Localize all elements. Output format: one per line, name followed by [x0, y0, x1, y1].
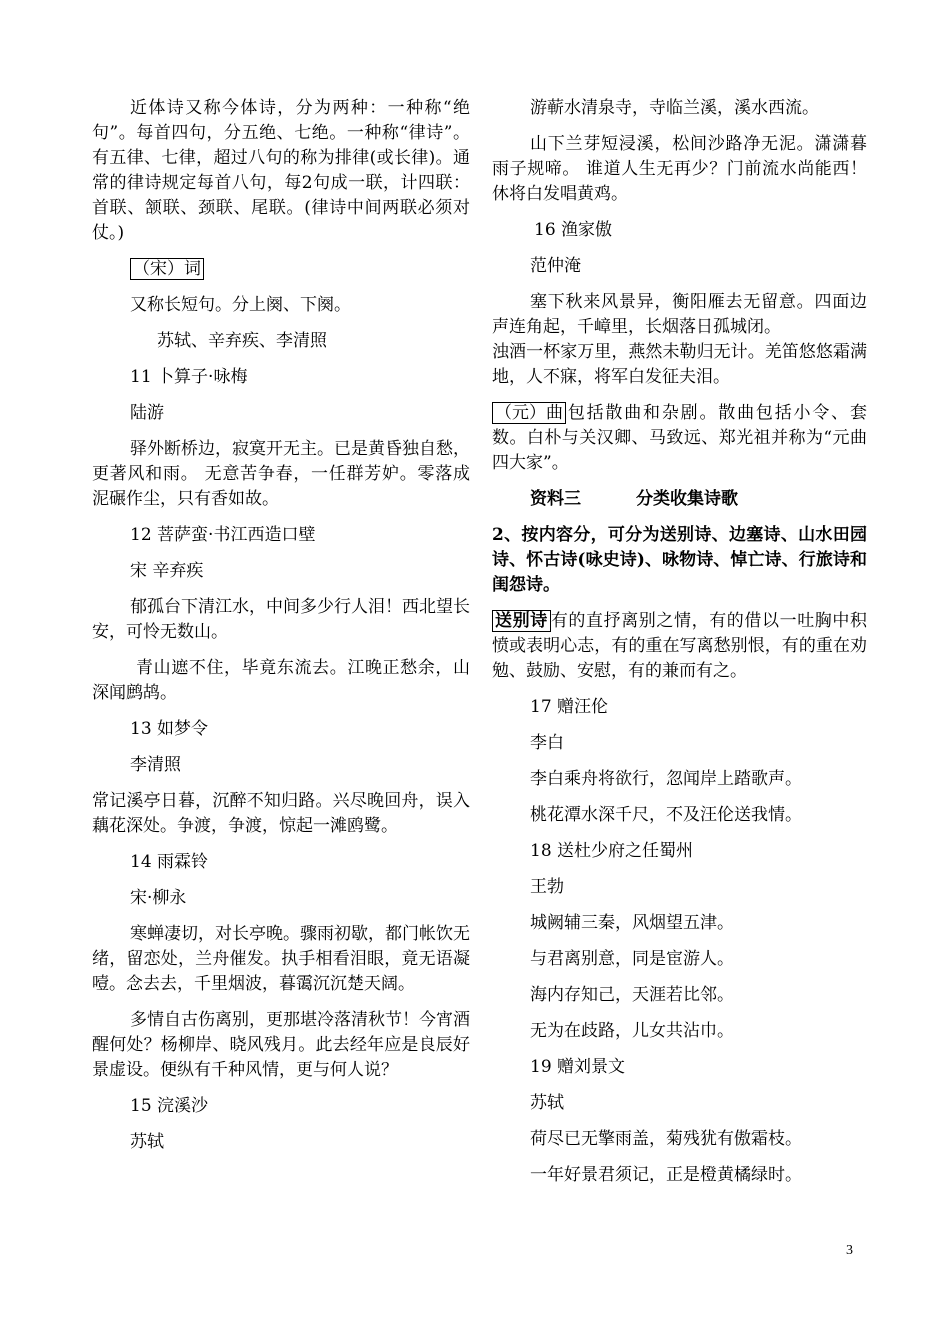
- farewell-box: 送别诗: [492, 610, 551, 632]
- poem-18-title: 18 送杜少府之任蜀州: [530, 841, 694, 861]
- poem-14-text-2: 多情自古伤离别，更那堪冷落清秋节！今宵酒醒何处？杨柳岸、晓风残月。此去经年应是良辰好景虚设。便纵有千种风情，更与何人说？: [92, 1010, 470, 1080]
- poem-13-author: 李清照: [130, 755, 181, 775]
- poem-16-text-2: 浊酒一杯家万里，燕然未勒归无计。羌笛悠悠霜满地，人不寐，将军白发征夫泪。: [492, 342, 867, 387]
- poem-16-author: 范仲淹: [530, 256, 581, 276]
- poem-12-text-2: 青山遮不住，毕竟东流去。江晚正愁余，山深闻鹧鸪。: [92, 658, 470, 703]
- poem-18-line-3: 海内存知己，天涯若比邻。: [530, 985, 734, 1005]
- poem-18-author: 王勃: [530, 877, 564, 897]
- poem-12-title: 12 菩萨蛮·书江西造口壁: [130, 525, 316, 545]
- left-column: [92, 96, 470, 1166]
- yuan-qu-box: （元）曲: [492, 402, 566, 424]
- farewell-paragraph: [492, 609, 867, 684]
- section-3-heading: [492, 487, 867, 512]
- poem-15-text: 山下兰芽短浸溪，松间沙路净无泥。潇潇暮雨子规啼。 谁道人生无再少？门前流水尚能西！休将白发唱黄鸡。: [492, 134, 867, 204]
- poem-18-line-1: 城阙辅三秦，风烟望五津。: [530, 913, 734, 933]
- poem-12-text-1: 郁孤台下清江水，中间多少行人泪！西北望长安，可怜无数山。: [92, 597, 470, 642]
- yuan-qu-description: 包括散曲和杂剧。散曲包括小令、套数。白朴与关汉卿、马致远、郑光祖并称为“元曲四大家”。: [492, 403, 867, 473]
- poem-16-title: 16 渔家傲: [534, 220, 613, 240]
- poem-19-title: 19 赠刘景文: [530, 1057, 626, 1077]
- song-ci-heading: [92, 257, 470, 282]
- poem-18-line-4: 无为在歧路，儿女共沾巾。: [530, 1021, 734, 1041]
- poem-19-line-1: 荷尽已无擎雨盖，菊残犹有傲霜枝。: [530, 1129, 802, 1149]
- poem-14-text-1: 寒蝉凄切，对长亭晚。骤雨初歇，都门帐饮无绪，留恋处，兰舟催发。执手相看泪眼，竟无语凝噎。念去去，千里烟波，暮霭沉沉楚天阔。: [92, 924, 470, 994]
- section-3-title: 分类收集诗歌: [636, 489, 738, 509]
- poem-16-text-1: 塞下秋来风景异，衡阳雁去无留意。四面边声连角起，千嶂里，长烟落日孤城闭。: [492, 292, 867, 337]
- poem-17-line-1: 李白乘舟将欲行，忽闻岸上踏歌声。: [530, 769, 802, 789]
- poem-15-title: 15 浣溪沙: [130, 1096, 209, 1116]
- poem-11-text: 驿外断桥边，寂寞开无主。已是黄昏独自愁，更著风和雨。 无意苦争春，一任群芳妒。零落成泥碾作尘，只有香如故。: [92, 439, 470, 509]
- poem-14-author: 宋·柳永: [130, 888, 187, 908]
- poem-11-author: 陆游: [130, 403, 164, 423]
- song-ci-authors: 苏轼、辛弃疾、李清照: [157, 331, 327, 351]
- yuan-qu-paragraph: [492, 401, 867, 476]
- poem-15-author: 苏轼: [130, 1132, 164, 1152]
- section-3-label: 资料三: [530, 489, 581, 509]
- poem-13-text: 常记溪亭日暮，沉醉不知归路。兴尽晚回舟，误入藕花深处。争渡，争渡，惊起一滩鸥鹭。: [92, 791, 470, 836]
- poem-18-line-2: 与君离别意，同是宦游人。: [530, 949, 734, 969]
- category-heading: 2、按内容分，可分为送别诗、边塞诗、山水田园诗、怀古诗(咏史诗)、咏物诗、悼亡诗、行旅诗和闺怨诗。: [492, 525, 867, 595]
- right-column: [492, 96, 867, 1199]
- poem-19-line-2: 一年好景君须记，正是橙黄橘绿时。: [530, 1165, 802, 1185]
- poem-12-author: 宋 辛弃疾: [130, 561, 204, 581]
- poem-13-title: 13 如梦令: [130, 719, 209, 739]
- poem-17-author: 李白: [530, 733, 564, 753]
- poem-19-author: 苏轼: [530, 1093, 564, 1113]
- poem-14-title: 14 雨霖铃: [130, 852, 209, 872]
- poem-11-title: 11 卜算子·咏梅: [130, 367, 248, 387]
- page-number: 3: [846, 1243, 853, 1258]
- poem-17-title: 17 赠汪伦: [530, 697, 609, 717]
- intro-paragraph: 近体诗又称今体诗，分为两种：一种称“绝句”。每首四句，分五绝、七绝。一种称“律诗”。有五律、七律，超过八句的称为排律(或长律)。通常的律诗规定每首八句，每2句成一联，计四联：首联、颔联、颈联、尾联。(律诗中间两联必须对仗。): [92, 98, 470, 243]
- song-ci-box: （宋）词: [130, 258, 204, 280]
- farewell-description: 有的直抒离别之情，有的借以一吐胸中积愤或表明心志，有的重在写离愁别恨，有的重在劝勉、鼓励、安慰，有的兼而有之。: [492, 611, 868, 681]
- poem-15-preface: 游蕲水清泉寺，寺临兰溪，溪水西流。: [530, 98, 819, 118]
- song-ci-description: 又称长短句。分上阕、下阕。: [130, 295, 351, 315]
- poem-17-line-2: 桃花潭水深千尺，不及汪伦送我情。: [530, 805, 802, 825]
